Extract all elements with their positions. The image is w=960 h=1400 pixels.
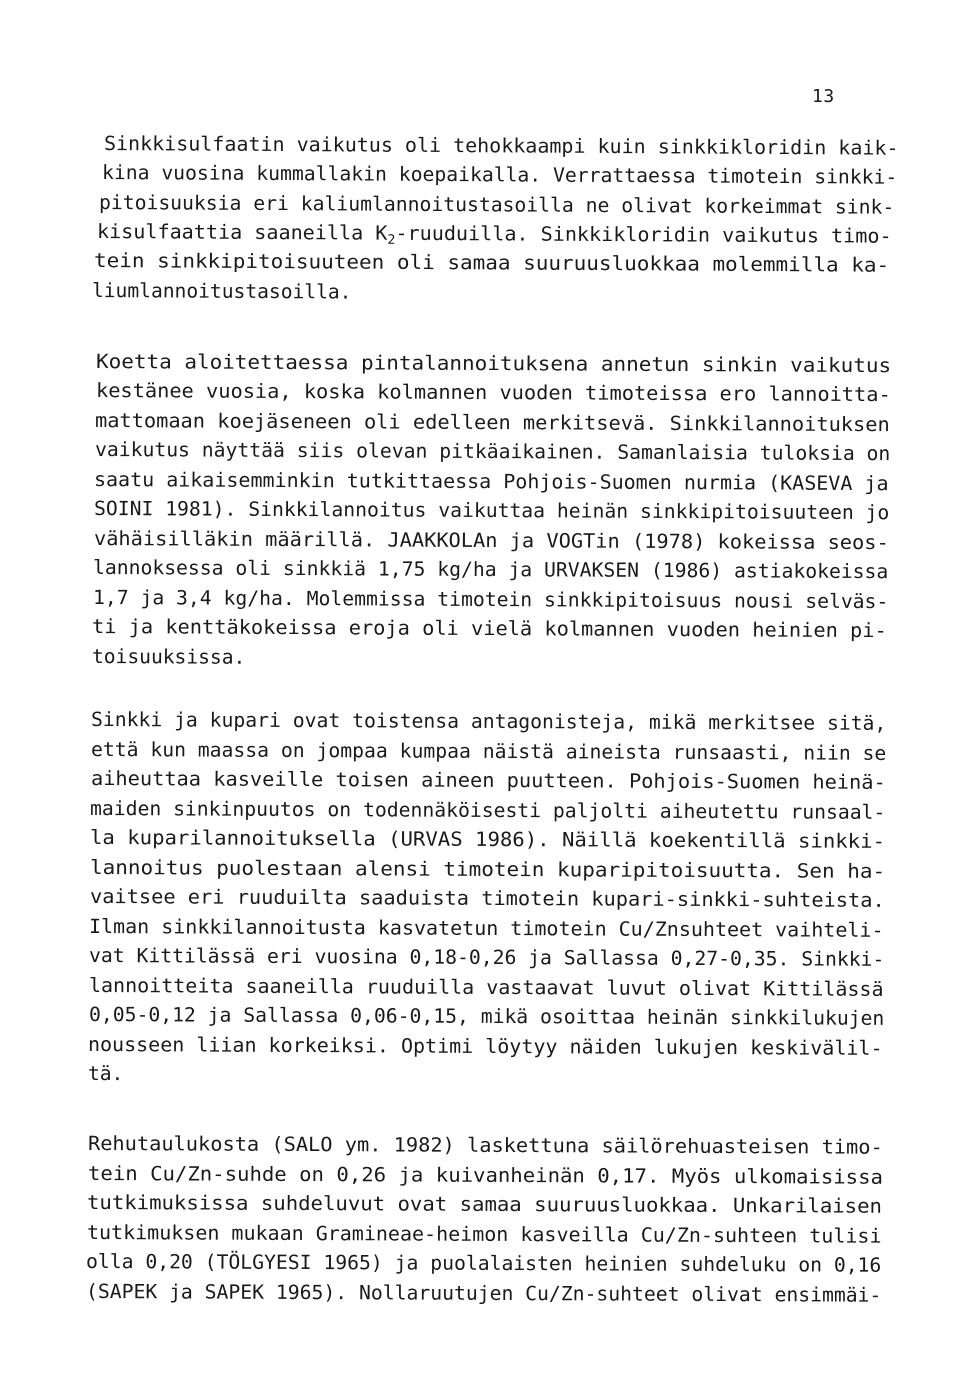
text-line: kestänee vuosia, koska kolmannen vuoden timoteissa ero lannoitta- (95, 379, 891, 407)
text-line: tein Cu/Zn-suhde on 0,26 ja kuivanheinän 0,17. Myös ulkomaisissa (87, 1161, 883, 1189)
text-line: vat Kittilässä eri vuosina 0,18-0,26 ja Sallassa 0,27-0,35. Sinkki- (88, 944, 885, 971)
text-line: tein sinkkipitoisuuteen oli samaa suuruusluokkaa molemmilla ka- (94, 249, 890, 277)
text-line: lannoksessa oli sinkkiä 1,75 kg/ha ja URVAKSEN (1986) astiakokeissa (93, 556, 889, 584)
text-line: vähäisilläkin määrillä. JAAKKOLAn ja VOGTin (1978) kokeissa seos- (93, 526, 889, 554)
text-line: kina vuosina kummallakin koepaikalla. Verrattaessa timotein sinkki- (101, 161, 898, 190)
text-line: nousseen liian korkeiksi. Optimi löytyy näiden lukujen keskivälil- (88, 1032, 883, 1060)
text-fragment: -ruuduilla. Sinkkikloridin vaikutus timo- (395, 221, 892, 248)
page-number: 13 (812, 86, 835, 107)
text-line (96, 219, 892, 248)
text-line: Sinkki ja kupari ovat toistensa antagonisteja, mikä merkitsee sitä, (90, 708, 887, 735)
text-line: että kun maassa on jompaa kumpaa näistä aineista runsaasti, niin se (90, 737, 887, 765)
text-line: tutkimuksen mukaan Gramineae-heimon kasveilla Cu/Zn-suhteen tulisi (86, 1220, 882, 1248)
text-line: vaikutus näyttää siis olevan pitkäaikainen. Samanlaisia tuloksia on (94, 438, 891, 466)
text-line: Koetta aloitettaessa pintalannoituksena annetun sinkin vaikutus (95, 350, 892, 378)
text-line: 1,7 ja 3,4 kg/ha. Molemmissa timotein sinkkipitoisuus nousi selväs- (92, 585, 889, 613)
text-line: Ilman sinkkilannoitusta kasvatetun timotein Cu/Znsuhteet vaihteli- (89, 914, 884, 942)
text-line: vaitsee eri ruuduilta saaduista timotein kupari-sinkki-suhteista. (89, 885, 885, 912)
text-line: lannoitteita saaneilla ruuduilla vastaavat luvut olivat Kittilässä (88, 973, 884, 1001)
text-line: aiheuttaa kasveille toisen aineen puutteen. Pohjois-Suomen heinä- (90, 767, 886, 794)
subscript: 2 (387, 232, 396, 248)
text-line: Sinkkisulfaatin vaikutus oli tehokkaampi kuin sinkkikloridin kaik- (103, 132, 899, 160)
text-fragment: kisulfaattia saaneilla K (96, 219, 388, 245)
text-line: (SAPEK ja SAPEK 1965). Nollaruutujen Cu/Zn-suhteet olivat ensimmäi- (85, 1280, 882, 1307)
text-line: la kuparilannoituksella (URVAS 1986). Näillä koekentillä sinkki- (89, 826, 886, 853)
text-line: Rehutaulukosta (SALO ym. 1982) laskettuna säilörehuasteisen timo- (87, 1132, 883, 1159)
text-line: SOINI 1981). Sinkkilannoitus vaikuttaa heinän sinkkipitoisuuteen jo (93, 497, 890, 525)
text-line: olla 0,20 (TÖLGYESI 1965) ja puolalaisten heinien suhdeluku on 0,16 (86, 1250, 882, 1278)
text-line: toisuuksissa. (91, 644, 246, 669)
text-line: mattomaan koejäseneen oli edelleen merkitsevä. Sinkkilannoituksen (95, 408, 891, 437)
text-line: 0,05-0,12 ja Sallassa 0,06-0,15, mikä osoittaa heinän sinkkilukujen (88, 1003, 884, 1030)
text-line: pitoisuuksia eri kaliumlannoitustasoilla ne olivat korkeimmat sink- (99, 190, 895, 219)
text-line: saatu aikaisemminkin tutkittaessa Pohjois-Suomen nurmia (KASEVA ja (94, 467, 889, 495)
text-line: tutkimuksissa suhdeluvut ovat samaa suuruusluokkaa. Unkarilaisen (87, 1191, 883, 1218)
text-line: ti ja kenttäkokeissa eroja oli vielä kolmannen vuoden heinien pi- (92, 615, 888, 643)
text-line: lannoitus puolestaan alensi timotein kuparipitoisuutta. Sen ha- (89, 855, 886, 883)
text-line: tä. (87, 1062, 124, 1086)
text-line: maiden sinkinpuutos on todennäköisesti paljolti aiheutettu runsaal- (90, 796, 886, 824)
text-line: liumlannoitustasoilla. (91, 278, 352, 304)
